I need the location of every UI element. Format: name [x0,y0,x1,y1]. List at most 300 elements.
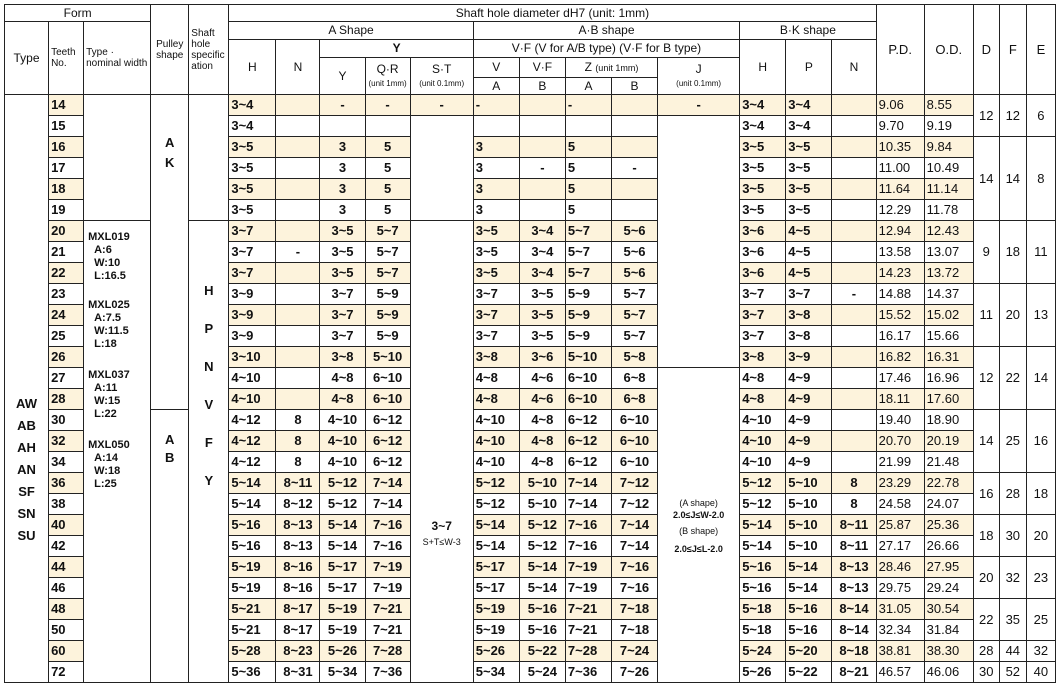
teeth-cell: 14 [49,95,84,116]
z-b-cell [611,179,657,200]
type-label: SN [17,505,36,521]
dim-d-cell: 14 [973,410,999,473]
bk-p-cell: 4~5 [786,263,832,284]
teeth-cell: 22 [49,263,84,284]
z-a-cell: 5~9 [565,305,611,326]
teeth-cell: 15 [49,116,84,137]
dim-f-cell: 22 [999,347,1026,410]
z-a-cell: 5~7 [565,221,611,242]
header-pulley-shape: Pulley shape [151,5,189,95]
pd-cell: 15.52 [876,305,924,326]
qr-cell: 6~12 [365,410,410,431]
h-cell: 5~19 [229,578,276,599]
bk-p-cell: 3~4 [786,116,832,137]
z-b-cell: 7~14 [611,515,657,536]
z-b-cell: 5~7 [611,284,657,305]
dim-f-cell: 30 [999,515,1026,557]
v-a-cell: 3~7 [473,284,519,305]
teeth-cell: 42 [49,536,84,557]
vf-b-cell [519,137,565,158]
bk-n-cell: 8 [832,494,876,515]
vf-b-cell: 5~14 [519,557,565,578]
y-cell: 4~10 [320,452,365,473]
bk-h-cell: 3~8 [740,347,786,368]
n-cell [276,137,320,158]
bk-h-cell: 3~6 [740,221,786,242]
od-cell: 21.48 [924,452,973,473]
header-form: Form [5,5,151,22]
bk-p-cell: 3~5 [786,179,832,200]
bk-n-cell [832,347,876,368]
vf-b-cell: 3~6 [519,347,565,368]
header-z-label: Z [584,59,592,74]
header-bk-n: N [832,40,876,95]
header-bk-shape: B·K shape [740,22,876,40]
vf-b-cell: 5~22 [519,641,565,662]
od-cell: 13.07 [924,242,973,263]
vf-b-cell: 5~12 [519,536,565,557]
dim-d-cell: 11 [973,284,999,347]
y-cell: 5~14 [320,515,365,536]
h-cell: 5~21 [229,620,276,641]
header-vf: V·F (V for A/B type) (V·F for B type) [473,40,739,58]
mxl-a: A:6 [94,244,112,256]
n-cell: 8~13 [276,536,320,557]
v-a-cell: 3~8 [473,347,519,368]
bk-p-cell: 4~9 [786,410,832,431]
h-cell: 5~28 [229,641,276,662]
h-cell: 3~7 [229,221,276,242]
vf-b-cell: 5~12 [519,515,565,536]
bk-h-cell: 5~16 [740,557,786,578]
vf-b-cell: 5~16 [519,620,565,641]
bk-n-cell [832,221,876,242]
v-a-cell: 5~12 [473,494,519,515]
z-a-cell: 5~9 [565,326,611,347]
qr-cell: 7~21 [365,599,410,620]
j-note-b-label: (B shape) [679,526,719,536]
bk-n-cell [832,116,876,137]
v-a-cell: 5~17 [473,557,519,578]
pd-cell: 17.46 [876,368,924,389]
bk-h-cell: 3~4 [740,95,786,116]
z-b-cell: 6~10 [611,431,657,452]
header-qr-unit: (unit 1mm) [368,78,407,88]
h-cell: 3~7 [229,242,276,263]
j-note-b-cond: 2.0≤J≤L-2.0 [674,544,723,554]
y-cell: 3~7 [320,326,365,347]
v-a-cell [473,116,519,137]
y-cell: 3~7 [320,284,365,305]
v-a-cell: 4~10 [473,410,519,431]
n-cell [276,179,320,200]
vf-b-cell: 4~6 [519,389,565,410]
table-row [5,410,1056,431]
bk-n-cell: 8~11 [832,515,876,536]
z-a-cell: 5~7 [565,242,611,263]
bk-h-cell: 3~7 [740,305,786,326]
v-a-cell: 5~34 [473,662,519,683]
teeth-cell: 72 [49,662,84,683]
bk-n-cell [832,179,876,200]
dim-e-cell: 18 [1026,473,1055,515]
bk-n-cell [832,452,876,473]
header-st [410,58,473,95]
qr-cell: - [365,95,410,116]
pd-cell: 16.82 [876,347,924,368]
z-a-cell [565,116,611,137]
vf-b-cell: 3~4 [519,263,565,284]
pd-cell: 28.46 [876,557,924,578]
z-b-cell: 7~16 [611,578,657,599]
dim-f-cell: 20 [999,284,1026,347]
shaft-spec-label: P [204,321,214,336]
pd-cell: 24.58 [876,494,924,515]
z-b-cell: - [611,158,657,179]
bk-n-cell [832,389,876,410]
mxl-l: L:22 [94,408,117,420]
qr-cell: 7~19 [365,578,410,599]
z-a-cell: 7~21 [565,620,611,641]
header-e: E [1026,5,1055,95]
vf-b-cell: 5~10 [519,473,565,494]
pd-cell: 25.87 [876,515,924,536]
header-z-b: B [611,78,657,95]
n-cell [276,347,320,368]
n-cell: 8~13 [276,515,320,536]
z-a-cell: 5~7 [565,263,611,284]
qr-cell: 5~7 [365,221,410,242]
type-label: AB [17,417,36,433]
j-note-a-label: (A shape) [679,498,718,508]
st-cell [410,95,473,116]
z-b-cell: 6~10 [611,452,657,473]
pd-cell: 38.81 [876,641,924,662]
vf-b-cell [519,116,565,137]
n-cell [276,305,320,326]
z-a-cell: 6~12 [565,431,611,452]
header-d: D [973,5,999,95]
z-b-cell: 5~8 [611,347,657,368]
z-b-cell: 7~16 [611,557,657,578]
pd-cell: 18.11 [876,389,924,410]
header-pd: P.D. [876,5,924,95]
bk-p-cell: 3~5 [786,137,832,158]
bk-n-cell: - [832,284,876,305]
bk-n-cell: 8 [832,473,876,494]
dim-e-cell: 20 [1026,515,1055,557]
pd-cell: 14.88 [876,284,924,305]
z-a-cell: 7~21 [565,599,611,620]
header-vf2: V·F [519,58,565,78]
n-cell: 8~23 [276,641,320,662]
bk-p-cell: 4~9 [786,389,832,410]
mxl-w: W:11.5 [94,325,129,337]
v-a-cell: 3~5 [473,242,519,263]
vf-b-cell: 5~10 [519,494,565,515]
vf-b-cell [519,95,565,116]
type-label: SU [17,527,36,543]
qr-cell: 7~16 [365,536,410,557]
mxl-w: W:18 [94,465,121,477]
y-cell: 3 [320,179,365,200]
type-label: AN [17,461,36,477]
teeth-cell: 23 [49,284,84,305]
y-cell: 3~7 [320,305,365,326]
z-a-cell: 5~9 [565,284,611,305]
n-cell: - [276,242,320,263]
bk-h-cell: 5~14 [740,515,786,536]
qr-cell: 6~12 [365,452,410,473]
dim-d-cell: 20 [973,557,999,599]
n-cell: 8~12 [276,494,320,515]
v-a-cell: - [473,95,519,116]
bk-h-cell: 5~12 [740,494,786,515]
qr-cell: 5~9 [365,326,410,347]
bk-n-cell: 8~13 [832,578,876,599]
v-a-cell: 5~26 [473,641,519,662]
pd-cell: 13.58 [876,242,924,263]
bk-n-cell: 8~14 [832,620,876,641]
z-b-cell [611,116,657,137]
bk-p-cell: 4~5 [786,221,832,242]
dim-e-cell: 25 [1026,599,1055,641]
qr-cell: 7~16 [365,515,410,536]
dim-f-cell: 25 [999,410,1026,473]
z-b-cell: 5~7 [611,326,657,347]
header-a-shape: A Shape [229,22,473,40]
vf-b-cell: 4~8 [519,431,565,452]
h-cell: 5~16 [229,536,276,557]
header-teeth-no: Teeth No. [49,22,84,95]
y-cell: 3~5 [320,242,365,263]
z-a-cell: 5~10 [565,347,611,368]
header-v-a: A [473,78,519,95]
n-cell [276,200,320,221]
v-a-cell: 3~7 [473,305,519,326]
header-z-unit: (unit 1mm) [595,62,639,73]
pd-cell: 46.57 [876,662,924,683]
bk-n-cell [832,200,876,221]
bk-h-cell: 4~10 [740,431,786,452]
bk-p-cell: 3~5 [786,200,832,221]
st-condition: S+T≤W-3 [422,537,461,547]
z-a-cell: 6~12 [565,452,611,473]
bk-n-cell [832,137,876,158]
qr-cell: 6~10 [365,368,410,389]
h-cell: 4~12 [229,410,276,431]
od-cell: 29.24 [924,578,973,599]
qr-cell: 6~10 [365,389,410,410]
v-a-cell: 4~8 [473,368,519,389]
bk-n-cell [832,410,876,431]
j-dash: - [696,97,701,112]
teeth-cell: 38 [49,494,84,515]
bk-n-cell [832,368,876,389]
teeth-cell: 20 [49,221,84,242]
pd-cell: 29.75 [876,578,924,599]
bk-h-cell: 5~16 [740,578,786,599]
shaft-spec-cell [189,221,229,683]
st-range [410,221,473,683]
shaft-hole-spec-table [4,4,1056,683]
header-y: Y [320,40,473,58]
y-cell: 5~17 [320,578,365,599]
vf-b-cell: 3~5 [519,284,565,305]
v-a-cell: 3 [473,179,519,200]
pulley-shape-label: K [165,155,175,170]
teeth-cell: 44 [49,557,84,578]
h-cell: 3~5 [229,158,276,179]
mxl-cell [84,221,151,683]
pd-cell: 27.17 [876,536,924,557]
bk-h-cell: 4~10 [740,410,786,431]
v-a-cell: 3 [473,200,519,221]
header-qr-label: Q·R [376,61,399,76]
bk-p-cell: 3~4 [786,95,832,116]
z-b-cell: 6~10 [611,410,657,431]
teeth-cell: 27 [49,368,84,389]
shaft-spec-label: F [204,435,213,450]
header-v: V [473,58,519,78]
pulley-shape-ab [151,410,189,683]
teeth-cell: 36 [49,473,84,494]
shaft-spec-label: N [204,359,214,374]
bk-h-cell: 3~6 [740,263,786,284]
bk-p-cell: 5~10 [786,494,832,515]
z-a-cell: 7~16 [565,515,611,536]
h-cell: 3~5 [229,200,276,221]
bk-n-cell [832,431,876,452]
h-cell: 3~10 [229,347,276,368]
shaft-spec-empty [189,95,229,221]
teeth-cell: 28 [49,389,84,410]
od-cell: 12.43 [924,221,973,242]
teeth-cell: 34 [49,452,84,473]
h-cell: 3~7 [229,263,276,284]
pd-cell: 12.94 [876,221,924,242]
z-a-cell: 6~12 [565,410,611,431]
v-a-cell: 5~19 [473,620,519,641]
h-cell: 5~21 [229,599,276,620]
qr-cell: 7~21 [365,620,410,641]
vf-b-cell [519,179,565,200]
vf-b-cell: - [519,158,565,179]
z-a-cell: 7~14 [565,473,611,494]
h-cell: 4~10 [229,368,276,389]
header-j [658,58,740,95]
pulley-shape-label: B [165,450,175,465]
bk-p-cell: 5~10 [786,515,832,536]
od-cell: 10.49 [924,158,973,179]
bk-p-cell: 3~8 [786,326,832,347]
y-cell: 3 [320,158,365,179]
vf-b-cell: 4~6 [519,368,565,389]
bk-h-cell: 3~6 [740,242,786,263]
pd-cell: 19.40 [876,410,924,431]
pulley-shape-label: A [165,432,175,447]
teeth-cell: 32 [49,431,84,452]
v-a-cell: 4~10 [473,431,519,452]
header-shaft-hole-spec: Shaft hole specific ation [189,5,229,95]
pd-cell: 10.35 [876,137,924,158]
qr-cell: 6~12 [365,431,410,452]
v-a-cell: 4~10 [473,452,519,473]
n-cell: 8~16 [276,557,320,578]
mxl-name: MXL050 [88,439,130,451]
pd-cell: 11.64 [876,179,924,200]
bk-p-cell: 3~9 [786,347,832,368]
h-cell: 3~9 [229,305,276,326]
qr-cell: 7~19 [365,557,410,578]
st-dash: - [439,97,444,112]
dim-e-cell: 23 [1026,557,1055,599]
dim-e-cell: 40 [1026,662,1055,683]
type-cell [5,95,49,683]
n-cell [276,368,320,389]
bk-p-cell: 5~16 [786,620,832,641]
qr-cell: 5~10 [365,347,410,368]
bk-n-cell [832,95,876,116]
header-od: O.D. [924,5,973,95]
od-cell: 15.66 [924,326,973,347]
y-cell [320,116,365,137]
y-cell: 3 [320,200,365,221]
h-cell: 3~4 [229,116,276,137]
pd-cell: 12.29 [876,200,924,221]
h-cell: 4~12 [229,452,276,473]
h-cell: 5~16 [229,515,276,536]
pd-cell: 23.29 [876,473,924,494]
z-a-cell: 5 [565,200,611,221]
z-a-cell: 7~19 [565,557,611,578]
teeth-cell: 19 [49,200,84,221]
z-b-cell: 7~14 [611,536,657,557]
dim-d-cell: 22 [973,599,999,641]
bk-h-cell: 3~5 [740,200,786,221]
n-cell [276,263,320,284]
dim-d-cell: 14 [973,137,999,221]
teeth-cell: 40 [49,515,84,536]
v-a-cell: 5~19 [473,599,519,620]
bk-p-cell: 4~5 [786,242,832,263]
header-ab-shape: A·B shape [473,22,739,40]
n-cell [276,389,320,410]
od-cell: 16.31 [924,347,973,368]
header-bk-p: P [786,40,832,95]
bk-h-cell: 3~5 [740,137,786,158]
pd-cell: 31.05 [876,599,924,620]
teeth-cell: 60 [49,641,84,662]
n-cell: 8 [276,452,320,473]
header-z-a: A [565,78,611,95]
od-cell: 46.06 [924,662,973,683]
qr-cell: 5 [365,137,410,158]
dim-e-cell: 16 [1026,410,1055,473]
j-note-cell [658,368,740,683]
teeth-cell: 21 [49,242,84,263]
mxl-a: A:7.5 [94,312,122,324]
od-cell: 24.07 [924,494,973,515]
vf-b-cell: 5~14 [519,578,565,599]
y-cell: 5~17 [320,557,365,578]
z-b-cell [611,200,657,221]
v-a-cell: 3 [473,137,519,158]
z-b-cell: 7~12 [611,494,657,515]
y-cell: 3~8 [320,347,365,368]
header-n: N [276,40,320,95]
j-dash-cell [658,95,740,116]
